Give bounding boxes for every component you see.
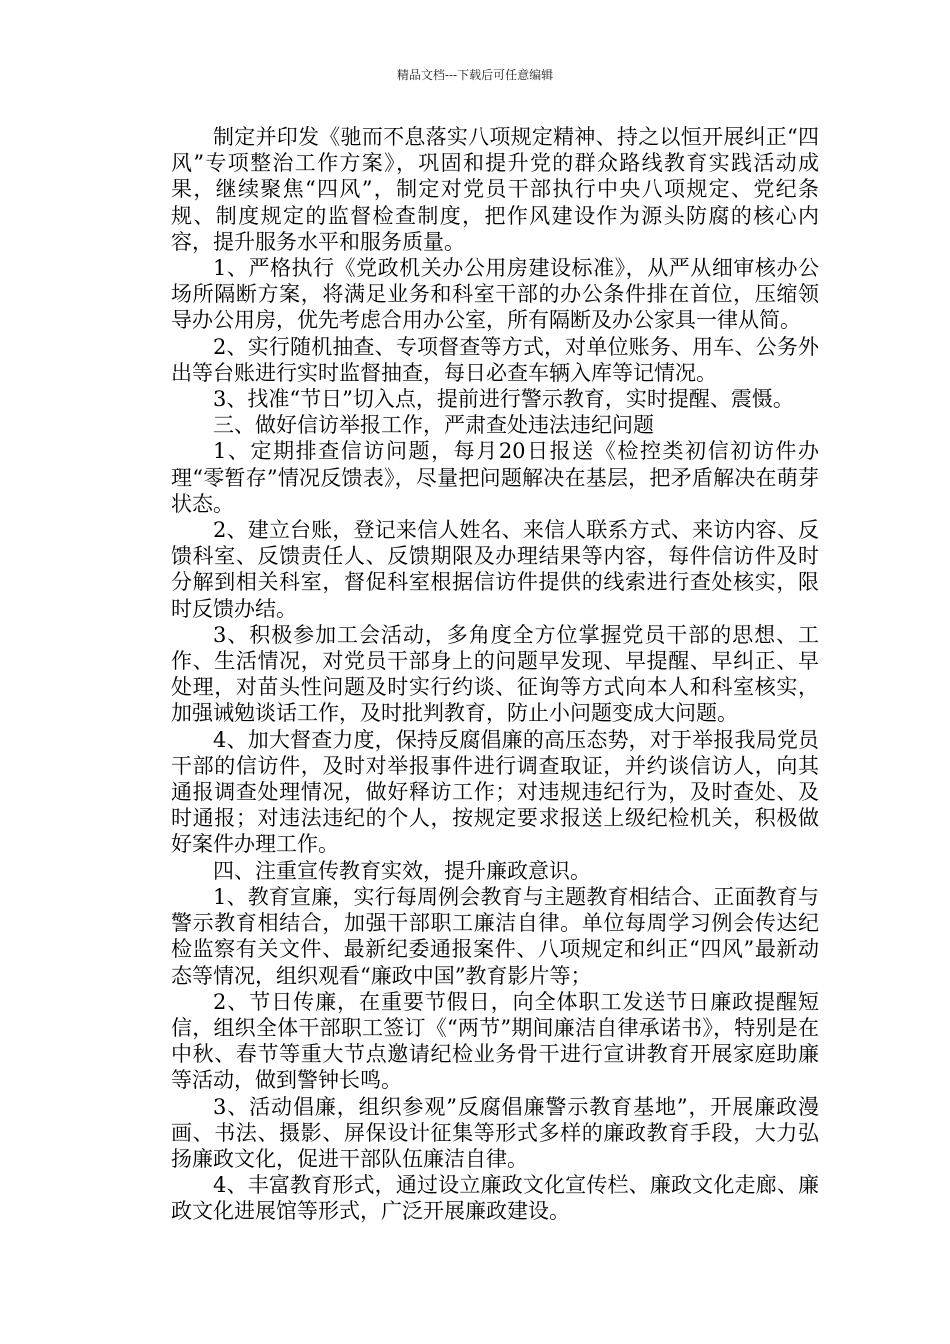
paragraph: 3、找准“节日”切入点，提前进行警示教育，实时提醒、震慑。: [213, 387, 794, 412]
paragraph: 1、定期排查信访问题，每月20日报送《检控类初信初访件办理“零暂存”情况反馈表》，尽量把问题解决在基层，把矛盾解决在萌芽状态。: [171, 439, 819, 516]
paragraph: 3、积极参加工会活动，多角度全方位掌握党员干部的思想、工作、生活情况，对党员干部身上的问题早发现、早提醒、早纠正、早处理，对苗头性问题及时实行约谈、征询等方式向本人和科室核实，加强诫勉谈话工作，及时批判教育，防止小问题变成大问题。: [171, 622, 819, 726]
paragraph: 1、严格执行《党政机关办公用房建设标准》，从严从细审核办公场所隔断方案，将满足业务和科室干部的办公条件排在首位，压缩领导办公用房，优先考虑合用办公室，所有隔断及办公家具一律从简。: [171, 256, 819, 333]
paragraph: 4、加大督查力度，保持反腐倡廉的高压态势，对于举报我局党员干部的信访件，及时对举报事件进行调查取证，并约谈信访人，向其通报调查处理情况，做好释访工作；对违规违纪行为，及时查处、及时通报；对违法违纪的个人，按规定要求报送上级纪检机关，积极做好案件办理工作。: [171, 727, 819, 857]
paragraph: 2、实行随机抽查、专项督查等方式，对单位账务、用车、公务外出等台账进行实时监督抽查，每日必查车辆入库等记情况。: [171, 334, 819, 385]
page-header: 精品文档---下载后可任意编辑: [396, 68, 554, 82]
paragraph: 2、建立台账，登记来信人姓名、来信人联系方式、来访内容、反馈科室、反馈责任人、反馈期限及办理结果等内容，每件信访件及时分解到相关科室，督促科室根据信访件提供的线索进行查处核实，限时反馈办结。: [171, 518, 819, 621]
paragraph: 制定并印发《驰而不息落实八项规定精神、持之以恒开展纠正“四风”专项整治工作方案》，巩固和提升党的群众路线教育实践活动成果，继续聚焦“四风”，制定对党员干部执行中央八项规定、党纪条规、制度规定的监督检查制度，把作风建设作为源头防腐的核心内容，提升服务水平和服务质量。: [171, 125, 819, 254]
section-heading: 四、注重宣传教育实效，提升廉政意识。: [213, 858, 591, 883]
section-heading: 三、做好信访举报工作，严肃查处违法违纪问题: [213, 413, 654, 438]
paragraph: 1、教育宣廉，实行每周例会教育与主题教育相结合、正面教育与警示教育相结合，加强干部职工廉洁自律。单位每周学习例会传达纪检监察有关文件、最新纪委通报案件、八项规定和纠正“四风”最新动态等情况，组织观看“廉政中国”教育影片等；: [171, 884, 819, 988]
paragraph: 4、丰富教育形式，通过设立廉政文化宣传栏、廉政文化走廊、廉政文化进展馆等形式，广泛开展廉政建设。: [171, 1173, 819, 1224]
paragraph: 3、活动倡廉，组织参观”反腐倡廉警示教育基地”，开展廉政漫画、书法、摄影、屏保设计征集等形式多样的廉政教育手段，大力弘扬廉政文化，促进干部队伍廉洁自律。: [171, 1094, 819, 1171]
paragraph: 2、节日传廉，在重要节假日，向全体职工发送节日廉政提醒短信，组织全体干部职工签订《“两节”期间廉洁自律承诺书》，特别是在中秋、春节等重大节点邀请纪检业务骨干进行宣讲教育开展家庭助廉等活动，做到警钟长鸣。: [171, 989, 819, 1093]
document-body: [171, 124, 819, 1225]
